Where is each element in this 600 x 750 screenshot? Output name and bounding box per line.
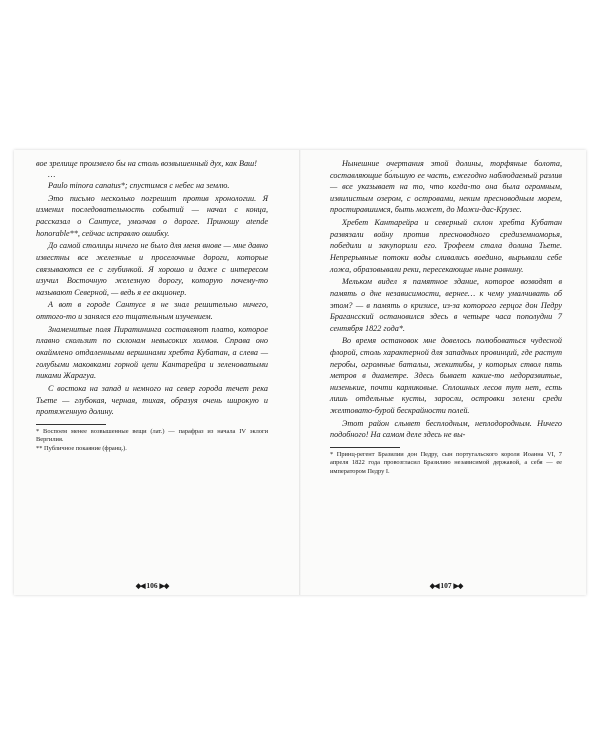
page-number-left xyxy=(36,581,268,590)
ornament-right-icon: ▶◆ xyxy=(453,582,463,590)
footnote: * Воспоем менее возвышенные вещи (лат.) — парафраз из начала IV эклоги Вергилия. xyxy=(36,427,268,444)
paragraph: вое зрелище произвело бы на столь возвышенный дух, как Ваш! xyxy=(36,159,257,168)
paragraph: Хребет Кантарейра и северный склон хребта Кубатан развязали войну против пресноводного средиземноморья, победили и закупорили его. Трофеем стала долина Тьете. Непрерывные потоки воды сливались воедино, вырывали себе ложа, образовывали реки, пересекающие ныне равнину. xyxy=(330,218,562,274)
right-page-body xyxy=(330,158,562,441)
footnote-divider xyxy=(330,447,400,448)
paragraph: С востока на запад и немного на север города течет река Тьете — глубокая, черная, тихая, образуя очень широкую и протяженную долину. xyxy=(36,384,268,417)
footnote: ** Публичное покаяние (франц.). xyxy=(36,444,127,452)
page-number-right xyxy=(330,581,562,590)
left-page xyxy=(36,158,268,588)
page-number-value: 106 xyxy=(146,581,158,590)
paragraph: Мельком видел я памятное здание, которое возводят в память о дне независимости, вернее… к чему умалчивать об этом? — в память о кризисе, из-за которого герцог дон Педру Брагансский остановился здесь в четыре часа пополудни 7 сентября 1822 года*. xyxy=(330,277,562,333)
paragraph: А вот в городе Сантусе я не знал решительно ничего, оттого-то и занялся его тщательным изучением. xyxy=(36,300,268,322)
ornament-left-icon: ◆◀ xyxy=(429,582,439,590)
book-gutter xyxy=(299,150,301,595)
paragraph: Это письмо несколько погрешит против хронологии. Я изменил последовательность событий — начал с конца, рассказал о Сантусе, умолчав о дороге. Приношу atende honorable**, сейчас исправлю ошибку. xyxy=(36,193,268,238)
paragraph: Paulo minora canatus*; спустимся с небес на землю. xyxy=(48,180,230,190)
ornament-left-icon: ◆◀ xyxy=(135,582,145,590)
paragraph: Этот район слывет бесплодным, неплодородным. Ничего подобного! На самом деле здесь не вы- xyxy=(330,418,562,440)
footnote: * Принц-регент Бразилии дон Педру, сын португальского короля Иоанна VI, 7 апреля 1822 года провозгласил Бразилию независимой державой, а себя — ее императором Педру I. xyxy=(330,451,562,475)
right-page xyxy=(330,158,562,588)
book-spread xyxy=(14,150,586,595)
ellipsis-separator: … xyxy=(48,169,56,179)
paragraph: Нынешние очертания этой долины, торфяные болота, составляющие бо́льшую ее часть, ежегодно наблюдаемый разлив — все указывает на то, что когда-то она была огромным, извилистым озером, с островами, неким пресноводным морем, простиравшимся, быть может, до Можи-дас-Крузес. xyxy=(330,159,562,215)
page-number-value: 107 xyxy=(440,581,452,590)
right-page-footnotes xyxy=(330,451,562,476)
paragraph: До самой столицы ничего не было для меня внове — мне давно известны все железные и проселочные дороги, которые связываются ее с глубинкой. Я хорошо и даже с интересом изучил Восточную железную дорогу, которую почему-то называют Северной, — ведь я ее акционер. xyxy=(36,241,268,297)
paragraph: Знаменитые поля Пиратининга составляют плато, которое плавно скользит по склонам невысоких холмов. Справа оно окаймлено отдаленными вершинами хребта Кубатан, а слева — голубыми маковками горной цепи Кантарейра и зеленоватыми пиками Жарагуа. xyxy=(36,324,268,381)
paragraph: Во время остановок мне довелось полюбоваться чудесной флорой, столь характерной для западных провинций, где растут перобы, огромные батальи, жекитибы, у которых ствол пять метров в диаметре. Здесь бывает какие-то недоразвитые, низенькие, почти карликовые. Сплошных лесов тут нет, есть лишь отдельные кусты, заросли, островки зелени среди желтовато-бурой бескрайности полей. xyxy=(330,336,562,416)
footnote-divider xyxy=(36,424,106,425)
ornament-right-icon: ▶◆ xyxy=(159,582,169,590)
left-page-footnotes xyxy=(36,428,268,453)
left-page-body xyxy=(36,158,268,418)
